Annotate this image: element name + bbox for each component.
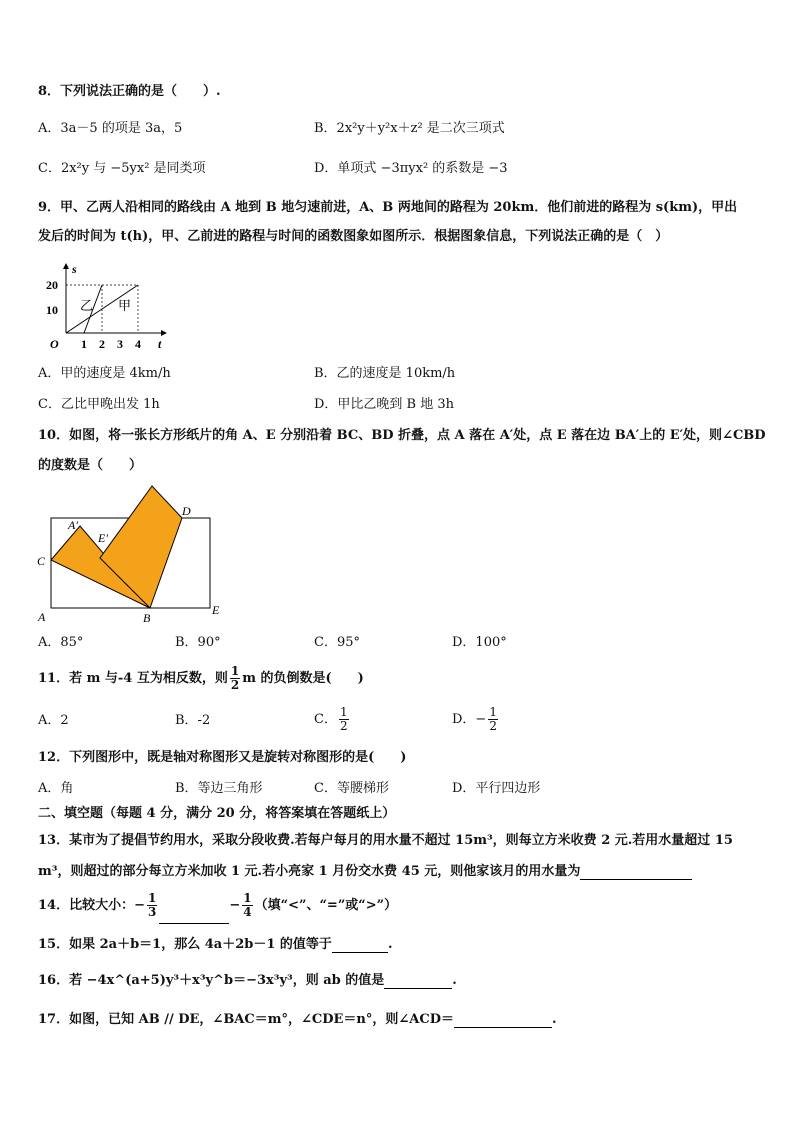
q11-option-a: A．2 [38,713,69,728]
q15-answer-blank[interactable] [332,938,388,953]
q11-option-b: B．-2 [175,713,211,728]
q13-line2: m³，则超过的部分每立方米加收 1 元.若小亮家 1 月份交水费 45 元，则他家该月的用水量为 [38,864,692,880]
q9-option-d: D．甲比乙晚到 B 地 3h [314,397,455,412]
q10-option-d: D．100° [452,635,507,650]
q11-stem-pre: 11．若 m 与-4 互为相反数，则 [38,671,228,686]
q10-option-b: B．90° [175,635,221,650]
q9-option-b: B．乙的速度是 10km/h [314,366,456,381]
label-A-prime: A′ [68,518,78,532]
s-axis-label: s [72,262,77,276]
q9-option-a: A．甲的速度是 4km/h [38,366,171,381]
q8-option-b: B．2x²y＋y²x＋z² 是二次三项式 [314,121,505,136]
q13-answer-blank[interactable] [580,865,692,880]
label-E-prime: E′ [98,531,108,545]
t-axis-label: t [158,337,162,351]
label-C: C [37,554,46,568]
label-D: D [182,504,191,518]
q9-graph [38,260,178,352]
q14-answer-blank[interactable] [159,909,229,924]
x-tick-1: 1 [81,337,87,351]
q13-line1: 13．某市为了提倡节约用水，采取分段收费.若每户每月的用水量不超过 15m³，则每立方米收费 2 元.若用水量超过 15 [38,833,733,848]
y-tick-20: 20 [46,278,58,292]
q16-answer-blank[interactable] [384,974,452,989]
section-2-heading: 二、填空题（每题 4 分，满分 20 分，将答案填在答题纸上） [38,806,396,821]
label-B: B [143,611,151,625]
q10-option-a: A．85° [38,635,84,650]
q14-line: 14．比较大小：− $\frac{1}{3}$ − $\frac{1}{4}$ （填“<”、“=”或“>”） [38,888,397,924]
q10-figure [30,482,230,627]
q8-option-c: C．2x²y 与 −5yx² 是同类项 [38,161,206,176]
q8-option-a: A．3a－5 的项是 3a，5 [38,121,183,136]
q10-stem-line1: 10．如图，将一张长方形纸片的角 A、E 分别沿着 BC、BD 折叠，点 A 落在 A′处，点 E 落在边 BA′上的 E′处，则∠CBD [38,428,766,443]
x-tick-2: 2 [99,337,105,351]
x-tick-4: 4 [135,337,141,351]
q17-line: 17．如图，已知 AB // DE，∠BAC＝m°，∠CDE＝n°，则∠ACD＝ . [38,1012,557,1027]
q12-option-c: C．等腰梯形 [314,781,389,796]
yi-label: 乙 [80,298,94,313]
q10-stem-line2: 的度数是（ ） [38,458,143,473]
q9-option-c: C．乙比甲晚出发 1h [38,397,160,412]
q8-option-d: D．单项式 −3πyx² 的系数是 −3 [314,161,508,176]
q9-stem-line1: 9．甲、乙两人沿相同的路线由 A 地到 B 地匀速前进，A、B 两地间的路程为 20km．他们前进的路程为 s(km)，甲出 [38,200,738,215]
q8-stem: 8．下列说法正确的是（ ）. [38,84,221,99]
origin-label: O [50,337,59,351]
q16-line: 16．若 −4x^(a+5)y³＋x³y^b＝−3x³y³，则 ab 的值是 . [38,973,457,988]
q10-option-c: C．95° [314,635,360,650]
label-A: A [38,610,46,624]
jia-label: 甲 [118,298,132,313]
q12-option-d: D．平行四边形 [452,781,541,796]
label-E: E [212,603,220,617]
x-tick-3: 3 [117,337,123,351]
q9-stem-line2: 发后的时间为 t(h)，甲、乙前进的路程与时间的函数图象如图所示．根据图象信息，下列说法正确的是（ ） [38,229,669,244]
q12-stem: 12．下列图形中，既是轴对称图形又是旋转对称图形的是( ) [38,750,407,765]
q12-option-a: A．角 [38,781,74,796]
q12-option-b: B．等边三角形 [175,781,263,796]
q11-stem-post: m 的负倒数是( ) [242,671,364,686]
q11-fraction: $\frac{1}{2}$ [230,664,240,692]
q11-option-c: C． $\frac{1}{2}$ [314,705,348,733]
y-tick-10: 10 [46,303,58,317]
q17-answer-blank[interactable] [454,1013,552,1028]
q11-option-d: D．− $\frac{1}{2}$ [452,705,497,733]
q11-stem [38,664,364,694]
q15-line: 15．如果 2a＋b＝1，那么 4a＋2b－1 的值等于 . [38,937,393,952]
